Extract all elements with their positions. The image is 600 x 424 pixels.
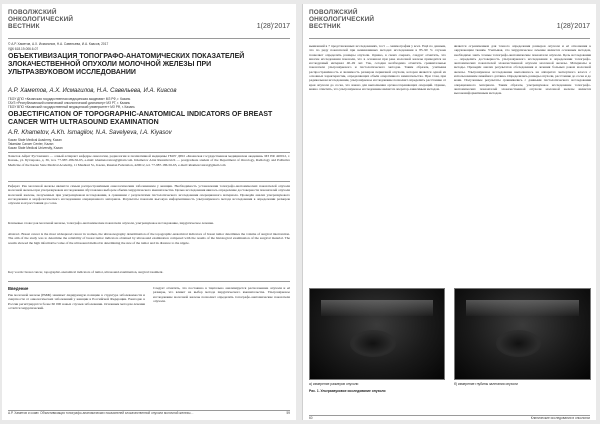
journal-title: ПОВОЛЖСКИЙ ОНКОЛОГИЧЕСКИЙ ВЕСТНИК — [309, 9, 375, 30]
figure-caption-b: б) измерение глубины залегания опухоли — [454, 382, 518, 386]
figure-title: Рис. 1. Ультразвуковое исследование опухоли — [309, 389, 386, 393]
footer-section-title: Клинические исследования в онкологии — [530, 416, 590, 420]
left-page — [2, 4, 296, 420]
figure-caption-a: а) измерение размеров опухоли — [309, 382, 359, 386]
journal-title: ПОВОЛЖСКИЙ ОНКОЛОГИЧЕСКИЙ ВЕСТНИК — [8, 9, 74, 30]
page-number-right: 60 — [309, 416, 313, 420]
article-title-en: OBJECTIFICATION OF TOPOGRAPHIC-ANATOMICAL INDICATORS OF BREAST CANCER WITH ULTRASOUND EXAMINATION — [8, 111, 273, 126]
issue-number: 1(28)'2017 — [256, 23, 290, 30]
body-column-1: выявлений в 7 представленных исследованиях, тест — маммография у всех. Ещё по данным, что по ряду показателей при неинвазивных методах исследования в 85–90 % случаев позволяет определить размеры опухоли. Однако, в своих очерках, следует отметить, что многие исследования показали, что в основном при раке молочной железы приводится на исследуемый интервал 40–49 лет. Так, сегодня необходимо отметить сравнительные показатели ультразвукового и гистологического методов. Таким образом, учитывая распространённость и значимость размеров первичной опухоли, которая является одной из основных характеристик, определяющих объём оперативного вмешательства. При этом, при радикальном исследовании, ультразвуковое исследование позволяет определить расстояние от края опухоли до соска, что важно для выполнения органосохраняющих операций. Однако, важно отметить, что ультразвуковое исследование является оператор-зависимым методом. — [309, 44, 446, 91]
correspondence-block: Хаметов Айрат Рустамович — очный аспирант кафедры онкологии, радиологии и паллиативной медицины ГБОУ ДПО «Казанская государственная медицинская академия» МЗ РФ 420012, г. Казань, ул. Бутлерова, д. 36, тел. +7-987-186-56-65, e-mail: khametovairat@gmail.com. Khametov Airat Rustamovich — postgraduate student of the Department of Oncology, Radiology and Palliative Medicine of the Kazan State Medical Academy, 11 Mushtari St., Kazan, Russian Federation, 420012, tel. +7-987-186-56-65, e-mail: khametovairat@gmail.com — [8, 154, 290, 167]
body-column-2: является ограничением для точного определения размеров опухоли и её отношения к окружающим тканям. Учитывая, что хирургическое лечение является основным методом, необходимо знать точные топографо-анатомические показатели опухоли. Цель исследования — определить достоверность ультразвукового исследования в определении топографо-анатомических показателей злокачественной опухоли молочной железы. Материалы и методы. Проведён анализ результатов обследования и лечения больных раком молочной железы. Ультразвуковое исследование выполнялось на аппаратах экспертного класса с использованием линейного датчика. Определялись размеры опухоли, расстояние до соска и до кожи. Полученные результаты сравнивались с данными гистологического исследования операционного материала. Таким образом, ультразвуковое исследование топографо-анатомических показателей злокачественной опухоли молочной железы является высокоинформативным методом. — [454, 44, 591, 96]
intro-column-right: Следует отметить, что постоянно в тщательно анализируется расположение опухоли и её размеры, что влияет на выбор метода хирургического вмешательства. Ультразвуковое исследование молочной железы позволяет определить топографо-анатомические показатели опухоли. — [153, 286, 290, 303]
copyright-line: © А.Р. Хаметов, А.Х. Исмагилов, Н.А. Савельева, И.А. Киасов, 2017 — [8, 42, 109, 46]
article-title-ru: ОБЪЕКТИВИЗАЦИЯ ТОПОГРАФО-АНАТОМИЧЕСКИХ ПОКАЗАТЕЛЕЙ ЗЛОКАЧЕСТВЕННОЙ ОПУХОЛИ МОЛОЧНОЙ ЖЕЛЕЗЫ ПРИ УЛЬТРАЗВУКОВОМ ИССЛЕДОВАНИИ — [8, 53, 245, 76]
left-page-header — [8, 9, 290, 39]
intro-heading: Введение — [8, 286, 29, 291]
footer-running-title: А.Р. Хаметов и соавт. Объективизация топографо-анатомических показателей злокачественной опухоли молочной железы… — [8, 411, 194, 415]
left-page-footer — [8, 410, 290, 416]
udc-code: УДК 618.19-006.6-07 — [8, 47, 39, 51]
keywords-en: Key words: breast cancer, topographic-anatomical indicators of tumor, ultrasound examination, surgical treatment. — [8, 270, 164, 274]
right-page-footer — [309, 415, 590, 420]
affiliations-ru: ГБОУ ДПО «Казанская государственная медицинская академия» МЗ РФ, г. Казань ГАУЗ «Республиканский клинический онкологический диспансер» МЗ РТ, г. Казань ГБОУ ВПО «Казанский государственный медицинский университет» МЗ РФ, г. Казань — [8, 97, 135, 109]
abstract-ru: Реферат. Рак молочной железы является самым распространённым онкологическим заболеванием у женщин. Необходимость установления топографо-анатомических показателей опухоли молочной железы при ультразвуковом исследовании обусловлена выбором объёма хирургического вмешательства. Целью исследования явилось определение достоверности показателей опухоли молочной железы, полученных при ультразвуковом исследовании, в сравнении с результатами гистологического исследования операционного материала. Проведён анализ ультразвукового исследования и морфологического исследования операционного материала. Результаты показали высокую информативность ультразвукового метода исследования в определении размеров опухоли и её расстояния до соска. — [8, 184, 290, 206]
authors-en: A.R. Khametov, A.Kh. Ismagilov, N.A. Savelyeva, I.A. Kiyasov — [8, 130, 172, 136]
issue-number: 1(28)'2017 — [556, 23, 590, 30]
ultrasound-image-a — [309, 288, 445, 380]
page-number-left: 59 — [286, 411, 290, 415]
affiliations-en: Kazan State Medical Academy, Kazan Tatarstan Cancer Center, Kazan Kazan State Medical University, Kazan — [8, 138, 63, 150]
right-page-header — [309, 9, 590, 39]
right-page — [302, 4, 596, 420]
keywords-ru: Ключевые слова: рак молочной железы, топографо-анатомические показатели опухоли, ультразвуковое исследование, хирургическое лечение. — [8, 221, 214, 225]
authors-ru: А.Р. Хаметов, А.Х. Исмагилов, Н.А. Савельева, И.А. Киасов — [8, 88, 177, 94]
abstract-en: Abstract. Breast cancer is the most widespread cancer in women, the ultrasonography determination of the topographic-anatomical indicators of breast tumor determines the volume of surgical intervention. The aim of the study was to determine the reliability of breast tumor indicators obtained by ultrasound examination compared with the results of the histological examination of the surgical material. The results showed the high informative value of the ultrasound method in determining the size of the tumor and its distance to the nipple. — [8, 232, 290, 245]
intro-column-left: Рак молочной железы (РМЖ) занимает лидирующую позицию в структуре заболеваемости и смертности от онкологических заболеваний у женщин в Российской Федерации. Ежегодно в России регистрируется более 60 000 новых случаев заболевания. Основным методом лечения остаётся хирургический. — [8, 293, 145, 310]
ultrasound-image-b — [454, 288, 591, 380]
